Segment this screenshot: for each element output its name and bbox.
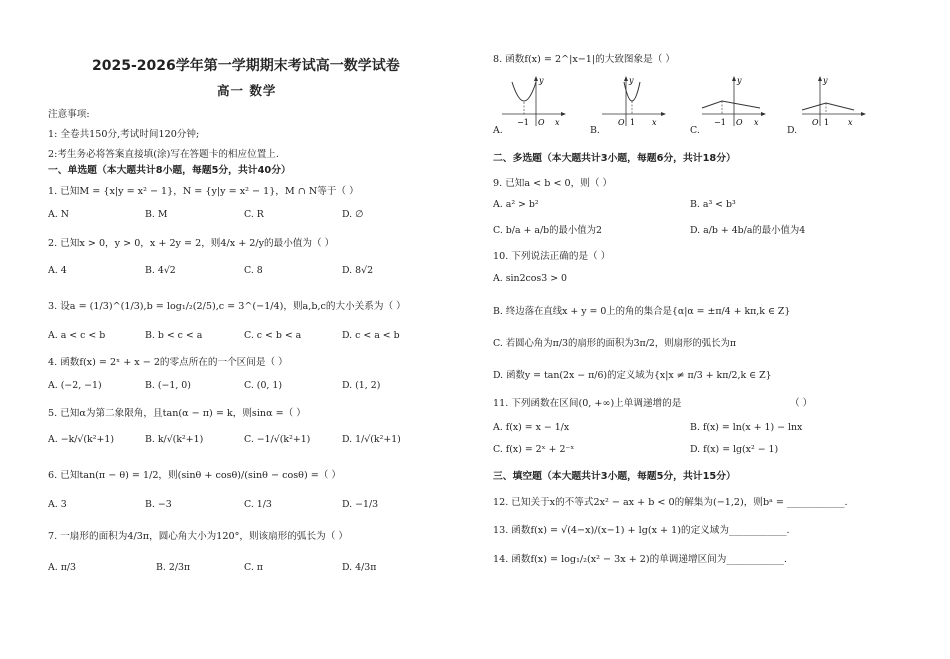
q8-a-origin-label: O bbox=[538, 118, 545, 127]
q12-stem: 12. 已知关于x的不等式2x² − ax + b < 0的解集为(−1,2)，则bᵃ = ____________. bbox=[493, 497, 848, 508]
q10-option-b: B. 终边落在直线x + y = 0上的角的集合是{α|α = ±π/4 + kπ,k ∈ Z} bbox=[493, 306, 791, 317]
q8-b-origin-label: O bbox=[618, 118, 625, 127]
notes-heading: 注意事项: bbox=[48, 109, 90, 120]
q2-option-d: D. 8√2 bbox=[342, 265, 374, 276]
q2-option-c: C. 8 bbox=[244, 265, 263, 276]
q11-option-c: C. f(x) = 2ˣ + 2⁻ˣ bbox=[493, 444, 575, 455]
q8-b-one-label: 1 bbox=[630, 118, 636, 127]
q3-option-d: D. c < a < b bbox=[342, 330, 400, 341]
q11-option-b: B. f(x) = ln(x + 1) − lnx bbox=[690, 422, 803, 433]
q4-option-a: A. (−2, −1) bbox=[48, 380, 102, 391]
q5-option-d: D. 1/√(k²+1) bbox=[342, 434, 401, 445]
q2-stem: 2. 已知x > 0，y > 0，x + 2y = 2，则4/x + 2/y的最小值为（ ） bbox=[48, 238, 335, 249]
q7-option-b: B. 2/3π bbox=[156, 562, 191, 573]
q11-stem: 11. 下列函数在区间(0, +∞)上单调递增的是 bbox=[493, 398, 682, 409]
q9-option-d: D. a/b + 4b/a的最小值为4 bbox=[690, 225, 806, 236]
q1-option-b: B. M bbox=[145, 209, 168, 220]
q11-option-d: D. f(x) = lg(x² − 1) bbox=[690, 444, 779, 455]
q6-option-d: D. −1/3 bbox=[342, 499, 379, 510]
q8-c-neg-label: −1 bbox=[714, 118, 726, 127]
exam-title: 2025-2026学年第一学期期末考试高一数学试卷 bbox=[92, 58, 400, 74]
q1-stem: 1. 已知M = {x|y = x² − 1}，N = {y|y = x² − 1}，M ∩ N等于（ ） bbox=[48, 186, 359, 197]
q11-option-a: A. f(x) = x − 1/x bbox=[493, 422, 570, 433]
q8-a-y-label: y bbox=[539, 76, 544, 85]
q3-stem: 3. 设a = (1/3)^(1/3),b = log₁/₂(2/5),c = 3^(−1/4)，则a,b,c的大小关系为（ ） bbox=[48, 301, 406, 312]
q8-graph-b bbox=[600, 74, 668, 128]
q8-c-y-label: y bbox=[737, 76, 742, 85]
q5-option-c: C. −1/√(k²+1) bbox=[244, 434, 311, 445]
q10-stem: 10. 下列说法正确的是（ ） bbox=[493, 251, 611, 262]
q8-graph-c bbox=[700, 74, 768, 128]
q4-option-c: C. (0, 1) bbox=[244, 380, 283, 391]
q8-option-d: D. bbox=[787, 125, 798, 136]
q8-c-x-label: x bbox=[754, 118, 759, 127]
q2-option-a: A. 4 bbox=[48, 265, 67, 276]
q8-c-origin-label: O bbox=[736, 118, 743, 127]
q14-stem: 14. 函数f(x) = log₁/₂(x² − 3x + 2)的单调递增区间为____________. bbox=[493, 554, 787, 565]
q9-stem: 9. 已知a < b < 0，则（ ） bbox=[493, 178, 613, 189]
q10-option-a: A. sin2cos3 > 0 bbox=[493, 273, 567, 284]
section-2-title: 二、多选题（本大题共计3小题，每题6分，共计18分） bbox=[493, 153, 736, 164]
note-2: 2:考生务必将答案直接填(涂)写在答题卡的相应位置上. bbox=[48, 149, 279, 160]
q13-stem: 13. 函数f(x) = √(4−x)/(x−1) + lg(x + 1)的定义域为____________. bbox=[493, 525, 790, 536]
q6-option-a: A. 3 bbox=[48, 499, 67, 510]
q8-d-y-label: y bbox=[823, 76, 828, 85]
q4-option-d: D. (1, 2) bbox=[342, 380, 381, 391]
q7-option-c: C. π bbox=[244, 562, 263, 573]
q8-a-x-label: x bbox=[555, 118, 560, 127]
q7-stem: 7. 一扇形的面积为4/3π，圆心角大小为120°，则该扇形的弧长为（ ） bbox=[48, 531, 348, 542]
q10-option-c: C. 若圆心角为π/3的扇形的面积为3π/2，则扇形的弧长为π bbox=[493, 338, 736, 349]
q8-b-y-label: y bbox=[629, 76, 634, 85]
q8-option-a: A. bbox=[493, 125, 503, 136]
section-1-title: 一、单选题（本大题共计8小题，每题5分，共计40分） bbox=[48, 165, 291, 176]
q1-option-a: A. N bbox=[48, 209, 69, 220]
q6-option-c: C. 1/3 bbox=[244, 499, 272, 510]
q1-option-c: C. R bbox=[244, 209, 264, 220]
q8-d-one-label: 1 bbox=[824, 118, 830, 127]
q8-a-neg-label: −1 bbox=[517, 118, 529, 127]
q3-option-c: C. c < b < a bbox=[244, 330, 302, 341]
section-3-title: 三、填空题（本大题共计3小题，每题5分，共计15分） bbox=[493, 471, 736, 482]
q7-option-d: D. 4/3π bbox=[342, 562, 377, 573]
q6-option-b: B. −3 bbox=[145, 499, 172, 510]
q8-graph-d bbox=[800, 74, 868, 128]
q8-option-b: B. bbox=[590, 125, 600, 136]
q3-option-a: A. a < c < b bbox=[48, 330, 106, 341]
q7-option-a: A. π/3 bbox=[48, 562, 77, 573]
q9-option-c: C. b/a + a/b的最小值为2 bbox=[493, 225, 602, 236]
q8-d-x-label: x bbox=[848, 118, 853, 127]
q6-stem: 6. 已知tan(π − θ) = 1/2，则(sinθ + cosθ)/(sinθ − cosθ) =（ ） bbox=[48, 470, 342, 481]
q9-option-b: B. a³ < b³ bbox=[690, 199, 736, 210]
note-1: 1: 全卷共150分,考试时间120分钟; bbox=[48, 129, 200, 140]
q2-option-b: B. 4√2 bbox=[145, 265, 176, 276]
q8-d-origin-label: O bbox=[812, 118, 819, 127]
q5-stem: 5. 已知α为第二象限角，且tan(α − π) = k，则sinα =（ ） bbox=[48, 408, 306, 419]
q5-option-a: A. −k/√(k²+1) bbox=[48, 434, 114, 445]
q9-option-a: A. a² > b² bbox=[493, 199, 539, 210]
q3-option-b: B. b < c < a bbox=[145, 330, 203, 341]
exam-subtitle: 高一 数学 bbox=[217, 83, 277, 98]
q8-graph-a bbox=[500, 74, 568, 128]
q4-stem: 4. 函数f(x) = 2ˣ + x − 2的零点所在的一个区间是（ ） bbox=[48, 357, 288, 368]
q5-option-b: B. k/√(k²+1) bbox=[145, 434, 204, 445]
q8-b-x-label: x bbox=[652, 118, 657, 127]
q8-stem: 8. 函数f(x) = 2^|x−1|的大致图象是（ ） bbox=[493, 54, 675, 65]
q8-option-c: C. bbox=[690, 125, 700, 136]
q11-answer-paren: （ ） bbox=[790, 398, 813, 409]
q4-option-b: B. (−1, 0) bbox=[145, 380, 191, 391]
q1-option-d: D. ∅ bbox=[342, 209, 364, 220]
q10-option-d: D. 函数y = tan(2x − π/6)的定义域为{x|x ≠ π/3 + kπ/2,k ∈ Z} bbox=[493, 370, 772, 381]
